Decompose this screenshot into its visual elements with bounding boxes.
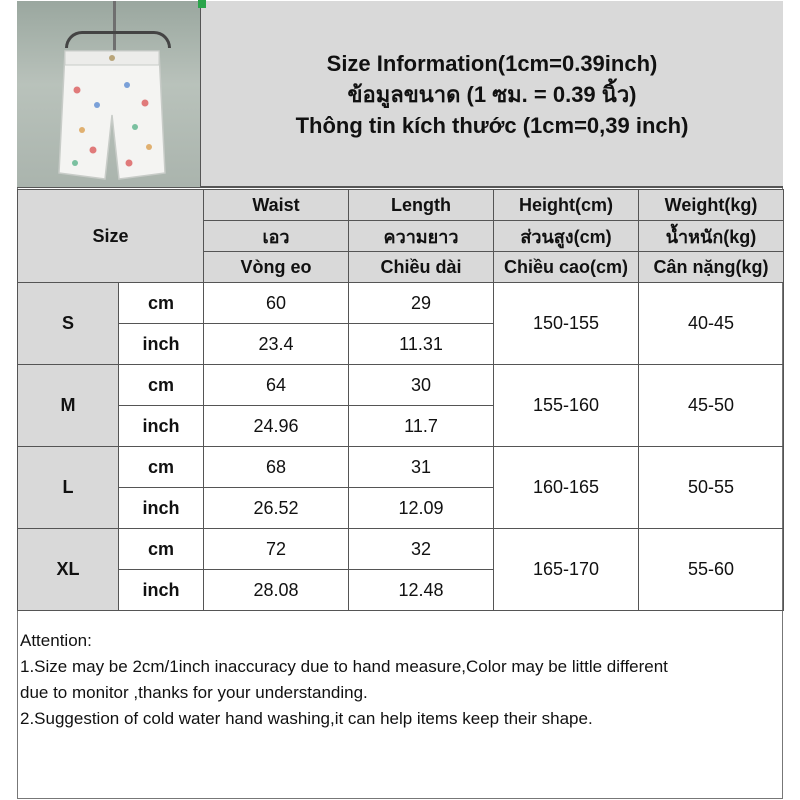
table-row (18, 529, 784, 570)
header-panel (17, 1, 783, 188)
size-label: M (18, 365, 119, 447)
length-value: 11.31 (349, 324, 494, 365)
unit-label: inch (119, 488, 204, 529)
waist-value: 64 (204, 365, 349, 406)
col-weight-vi: Cân nặng(kg) (639, 252, 784, 283)
waist-value: 28.08 (204, 570, 349, 611)
height-value: 155-160 (494, 365, 639, 447)
height-value: 165-170 (494, 529, 639, 611)
height-value: 150-155 (494, 283, 639, 365)
length-value: 29 (349, 283, 494, 324)
notes-line: 1.Size may be 2cm/1inch inaccuracy due to hand measure,Color may be little different (20, 657, 668, 676)
table-row (18, 365, 784, 406)
col-waist-vi: Vòng eo (204, 252, 349, 283)
unit-label: inch (119, 570, 204, 611)
length-value: 32 (349, 529, 494, 570)
size-header: Size (18, 190, 204, 283)
corner-mark (198, 0, 206, 8)
col-height-th: ส่วนสูง(cm) (494, 221, 639, 252)
title-vietnamese: Thông tin kích thước (1cm=0,39 inch) (295, 112, 689, 138)
col-weight-en: Weight(kg) (639, 190, 784, 221)
col-weight-th: น้ำหนัก(kg) (639, 221, 784, 252)
size-label: S (18, 283, 119, 365)
col-length-en: Length (349, 190, 494, 221)
weight-value: 50-55 (639, 447, 784, 529)
notes-line: 2.Suggestion of cold water hand washing,it can help items keep their shape. (20, 709, 593, 728)
title-english: Size Information(1cm=0.39inch) (326, 50, 658, 76)
unit-label: inch (119, 406, 204, 447)
length-value: 11.7 (349, 406, 494, 447)
col-height-vi: Chiều cao(cm) (494, 252, 639, 283)
notes-title: Attention: (20, 631, 92, 650)
length-value: 30 (349, 365, 494, 406)
waist-value: 23.4 (204, 324, 349, 365)
size-info-title (201, 1, 783, 187)
waist-value: 68 (204, 447, 349, 488)
title-thai: ข้อมูลขนาด (1 ซม. = 0.39 นิ้ว) (347, 81, 637, 107)
unit-label: cm (119, 365, 204, 406)
length-value: 31 (349, 447, 494, 488)
weight-value: 40-45 (639, 283, 784, 365)
attention-notes (20, 628, 780, 732)
height-value: 160-165 (494, 447, 639, 529)
white-shorts-illustration (57, 45, 167, 185)
unit-label: inch (119, 324, 204, 365)
size-table (17, 189, 784, 611)
weight-value: 55-60 (639, 529, 784, 611)
unit-label: cm (119, 447, 204, 488)
waist-value: 24.96 (204, 406, 349, 447)
unit-label: cm (119, 529, 204, 570)
table-row (18, 447, 784, 488)
weight-value: 45-50 (639, 365, 784, 447)
length-value: 12.09 (349, 488, 494, 529)
table-row (18, 283, 784, 324)
waist-value: 60 (204, 283, 349, 324)
unit-label: cm (119, 283, 204, 324)
length-value: 12.48 (349, 570, 494, 611)
col-waist-en: Waist (204, 190, 349, 221)
waist-value: 72 (204, 529, 349, 570)
notes-line: due to monitor ,thanks for your understanding. (20, 683, 368, 702)
size-label: XL (18, 529, 119, 611)
product-photo (17, 1, 201, 187)
waist-value: 26.52 (204, 488, 349, 529)
col-length-th: ความยาว (349, 221, 494, 252)
size-label: L (18, 447, 119, 529)
col-length-vi: Chiều dài (349, 252, 494, 283)
col-height-en: Height(cm) (494, 190, 639, 221)
col-waist-th: เอว (204, 221, 349, 252)
